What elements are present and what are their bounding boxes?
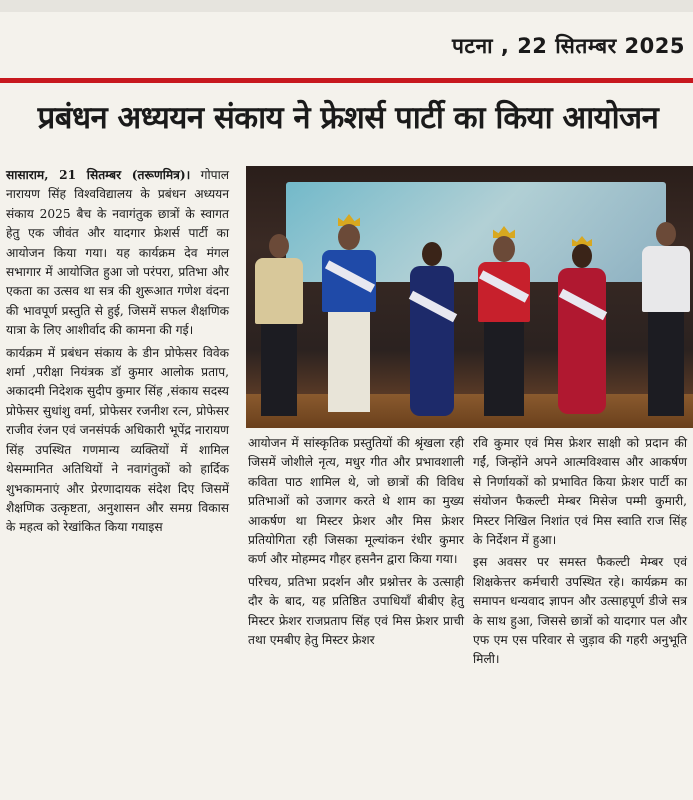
paragraph — [6, 166, 229, 341]
person-figure — [638, 222, 693, 424]
article-column-3 — [473, 434, 687, 670]
person-figure — [554, 236, 610, 424]
stage-floor — [246, 394, 693, 428]
article-column-1 — [6, 166, 229, 538]
red-rule — [0, 78, 693, 83]
masthead-dateline: पटना , 22 सितम्बर 2025 — [451, 34, 685, 58]
paragraph: परिचय, प्रतिभा प्रदर्शन और प्रश्नोत्तर के उत्साही दौर के बाद, यह प्रतिष्ठित उपाधियाँ बीबीए हेतु मिस्टर फ्रेशर राजप्रताप सिंह एवं मिस फ्रेशर प्राची तथा एमबीए हेतु मिस्टर फ्रेशर — [248, 574, 464, 648]
story-dateline: सासाराम, 21 सितम्बर (तरूणमित्र)। — [6, 168, 191, 182]
person-figure — [406, 242, 458, 424]
paragraph: रवि कुमार एवं मिस फ्रेशर साक्षी को प्रदान की गईं, जिन्होंने अपने आत्मविश्वास और आकर्षण से निर्णायकों को प्रभावित किया फ्रेशर पार्टी का संयोजन फैकल्टी मेम्बर मिसेज पम्मी कुमारी, मिस्टर निखिल निशांत एवं मिस स्वाति राज सिंह के निर्देशन में हुआ। — [473, 436, 687, 548]
paragraph: इस अवसर पर समस्त फैकल्टी मेम्बर एवं शिक्षकेत्तर कर्मचारी उपस्थित रहे। कार्यक्रम का समापन धन्यवाद ज्ञापन और उत्साहपूर्ण डीजे सत्र के साथ हुआ, जिससे छात्रों को यादगार पल और एफ एम एस परिवार से जुड़ाव की गहरी अनुभूति मिली। — [473, 555, 687, 667]
article-column-2 — [248, 434, 464, 650]
person-figure — [474, 226, 534, 424]
person-figure — [251, 234, 307, 424]
paragraph: कार्यक्रम में प्रबंधन संकाय के डीन प्रोफेसर विवेक शर्मा ,परीक्षा नियंत्रक डॉ कुमार आलोक प्रताप, अकादमी निदेशक सुदीप कुमार सिंह ,संकाय सदस्य प्रोफेसर सुधांशु वर्मा, प्रोफेसर रजनीश रत्न, प्रोफेसर राजीव रंजन एवं जनसंपर्क अधिकारी भूपेंद्र नारायण सिंह उपस्थित गणमान्य व्यक्तियों में शामिल थेसम्मानित अतिथियों ने नवागंतुकों को हार्दिक शुभकामनाएं और प्रेरणादायक संदेश दिए जिसमें शैक्षणिक उत्कृष्टता, अनुशासन और समग्र विकास के महत्व को रेखांकित किया गयाइस — [6, 345, 229, 535]
event-photo — [246, 166, 693, 428]
paragraph: आयोजन में सांस्कृतिक प्रस्तुतियों की श्रृंखला रही जिसमें जोशीले नृत्य, मधुर गीत और प्रभावशाली कविता पाठ शामिल थे, जो छात्रों की विविध प्रतिभाओं को उजागर करते थे शाम का मुख्य आकर्षण था मिस्टर फ्रेशर और मिस फ्रेशर प्रतियोगिता रही जिसका मूल्यांकन रंधीर कुमार कर्ण और मोहम्मद गौहर हसनैन द्वारा किया गया। — [248, 436, 464, 567]
top-strip — [0, 0, 693, 12]
person-figure — [318, 214, 380, 424]
paragraph-text: गोपाल नारायण सिंह विश्वविद्यालय के प्रबंधन अध्ययन संकाय 2025 बैच के नवागंतुक छात्रों के स्वागत हेतु एक जीवंत और यादगार फ्रेशर्स पार्टी का आयोजन किया गया। यह कार्यक्रम देव मंगल सभागार में आयोजित हुआ जो परंपरा, प्रतिभा और एकता का उत्सव था सत्र की शुरूआत गणेश वंदना की भावपूर्ण प्रस्तुति से हुई, जिसमें सफल शैक्षणिक यात्रा के लिए आशीर्वाद की कामना की गई। — [6, 168, 230, 338]
article-headline: प्रबंधन अध्ययन संकाय ने फ्रेशर्स पार्टी का किया आयोजन — [37, 100, 659, 136]
